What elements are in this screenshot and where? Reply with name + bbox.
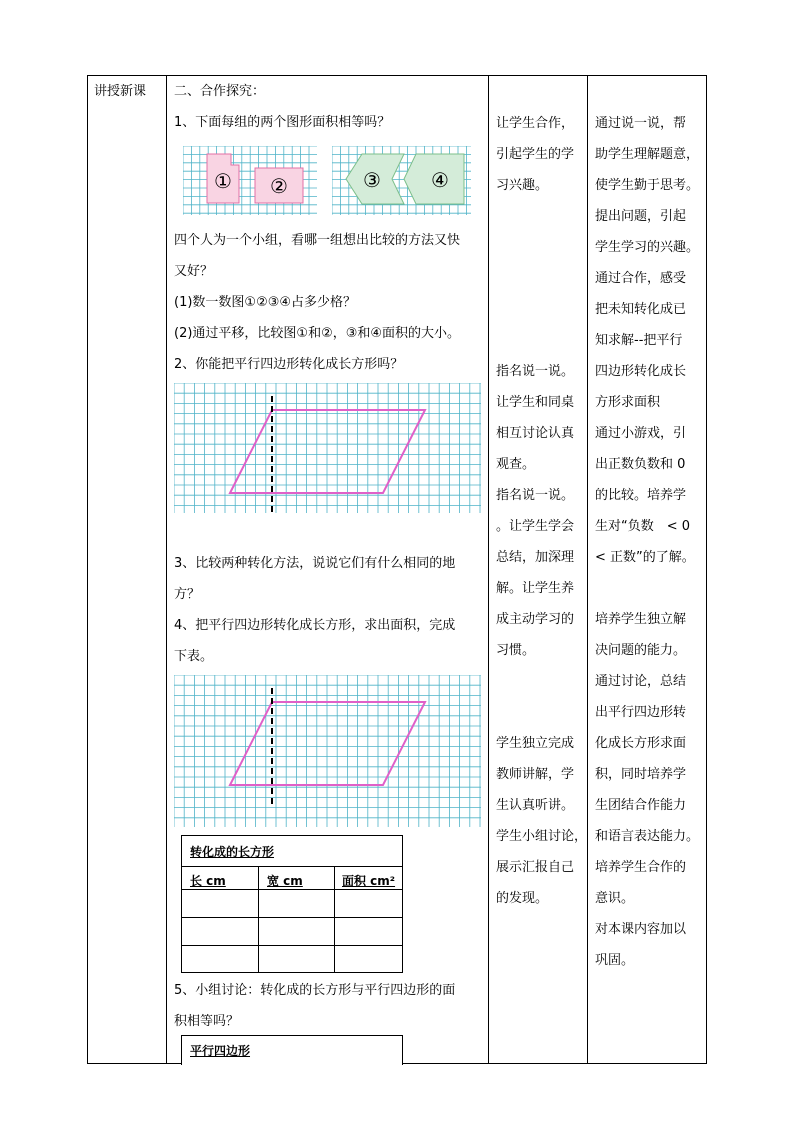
- teacher-activity-line: 成主动学习的: [496, 612, 575, 627]
- teacher-activity-line: 观查。: [496, 457, 536, 472]
- teacher-activity-line: [496, 263, 587, 294]
- question-5-line-1: 5、小组讨论：转化成的长方形与平行四边形的面: [174, 983, 456, 998]
- column-divider-1: [166, 75, 167, 1064]
- design-intent-line: 方形求面积: [595, 395, 661, 410]
- question-3-line-1: 3、比较两种转化方法，说说它们有什么相同的地: [174, 556, 456, 571]
- teacher-activity-line: 教师讲解，学: [496, 767, 575, 782]
- teacher-activity-column: [496, 108, 587, 914]
- teacher-activity-line: 让学生和同桌: [496, 395, 575, 410]
- teacher-activity-line: [496, 666, 587, 697]
- teacher-activity-line: 引起学生的学: [496, 147, 575, 162]
- shape-label-4: ④: [431, 168, 449, 192]
- teacher-activity-line: 习兴趣。: [496, 178, 549, 193]
- question-5-line-2: 积相等吗？: [174, 1014, 240, 1029]
- shape-grid-2: [332, 146, 471, 215]
- teacher-activity-line: 展示汇报自己: [496, 860, 575, 875]
- teacher-activity-line: 的发现。: [496, 891, 549, 906]
- group-text-2: 又好？: [174, 264, 214, 279]
- table2-title: 平行四边形: [190, 1044, 251, 1058]
- design-intent-line: < 正数”的了解。: [595, 550, 695, 565]
- design-intent-line: 出正数负数和 0: [595, 457, 686, 472]
- design-intent-line: 助学生理解题意，: [595, 147, 700, 162]
- teacher-activity-line: 指名说一说。: [496, 488, 575, 503]
- design-intent-line: 积，同时培养学: [595, 767, 687, 782]
- question-3-line-2: 方？: [174, 587, 201, 602]
- design-intent-line: 和语言表达能力。: [595, 829, 700, 844]
- shape-label-2: ②: [270, 174, 288, 198]
- header-length: 长 cm: [190, 874, 226, 888]
- shape-label-1: ①: [214, 169, 232, 193]
- design-intent-line: 培养学生合作的: [595, 860, 687, 875]
- design-intent-line: 通过小游戏，引: [595, 426, 687, 441]
- design-intent-line: 学生学习的兴趣。: [595, 240, 700, 255]
- design-intent-line: 通过说一说，帮: [595, 116, 687, 131]
- design-intent-line: 知求解--把平行: [595, 333, 683, 348]
- teacher-activity-line: [496, 232, 587, 263]
- design-intent-line: 使学生勤于思考。: [595, 178, 700, 193]
- header-width: 宽 cm: [267, 874, 303, 888]
- teacher-activity-line: [496, 697, 587, 728]
- step-1: (1)数一数图①②③④占多少格？: [174, 295, 357, 310]
- design-intent-column: [595, 108, 699, 976]
- teacher-activity-line: 解。让学生养: [496, 581, 575, 596]
- question-4-line-2: 下表。: [174, 649, 214, 664]
- parallelogram-grid-2: [174, 675, 481, 827]
- design-intent-line: 四边形转化成长: [595, 364, 687, 379]
- design-intent-line: 巩固。: [595, 953, 635, 968]
- header-area: 面积 cm²: [342, 874, 396, 888]
- design-intent-line: 生对“负数 < 0: [595, 519, 691, 534]
- shape-label-3: ③: [363, 168, 381, 192]
- parallelogram-table: [181, 1035, 403, 1065]
- teacher-activity-line: 总结，加深理: [496, 550, 575, 565]
- parallelogram-grid-1: [174, 383, 481, 513]
- design-intent-line: 培养学生独立解: [595, 612, 687, 627]
- design-intent-line: 出平行四边形转: [595, 705, 687, 720]
- design-intent-line: 意识。: [595, 891, 635, 906]
- table-title: 转化成的长方形: [190, 845, 275, 859]
- design-intent-line: 决问题的能力。: [595, 643, 687, 658]
- design-intent-line: 对本课内容加以: [595, 922, 687, 937]
- design-intent-line: 通过合作，感受: [595, 271, 687, 286]
- design-intent-line: 把未知转化成已: [595, 302, 687, 317]
- design-intent-line: 生团结合作能力: [595, 798, 687, 813]
- teacher-activity-line: [496, 201, 587, 232]
- teacher-activity-line: 让学生合作，: [496, 116, 575, 131]
- teacher-activity-line: 指名说一说。: [496, 364, 575, 379]
- column-divider-2: [488, 75, 489, 1064]
- section-title: 二、合作探究：: [174, 84, 266, 99]
- design-intent-line: 化成长方形求面: [595, 736, 687, 751]
- teacher-activity-line: 学生小组讨论，: [496, 829, 588, 844]
- design-intent-line: 的比较。培养学: [595, 488, 687, 503]
- row-label: 讲授新课: [94, 84, 147, 99]
- question-2: 2、你能把平行四边形转化成长方形吗？: [174, 357, 404, 372]
- column-divider-3: [587, 75, 588, 1064]
- teacher-activity-line: 。让学生学会: [496, 519, 575, 534]
- teacher-activity-line: 习惯。: [496, 643, 536, 658]
- teacher-activity-line: [496, 294, 587, 325]
- question-4-line-1: 4、把平行四边形转化成长方形，求出面积，完成: [174, 618, 456, 633]
- rectangle-result-table: [181, 835, 403, 973]
- question-1: 1、下面每组的两个图形面积相等吗？: [174, 115, 391, 130]
- teacher-activity-line: [496, 325, 587, 356]
- design-intent-line: [595, 573, 699, 604]
- teacher-activity-line: 生认真听讲。: [496, 798, 575, 813]
- step-2: (2)通过平移，比较图①和②，③和④面积的大小。: [174, 326, 461, 341]
- design-intent-line: 通过讨论，总结: [595, 674, 687, 689]
- teacher-activity-line: 学生独立完成: [496, 736, 575, 751]
- shape-grid-1: [183, 146, 317, 215]
- teacher-activity-line: 相互讨论认真: [496, 426, 575, 441]
- group-text-1: 四个人为一个小组，看哪一组想出比较的方法又快: [174, 233, 461, 248]
- design-intent-line: 提出问题，引起: [595, 209, 687, 224]
